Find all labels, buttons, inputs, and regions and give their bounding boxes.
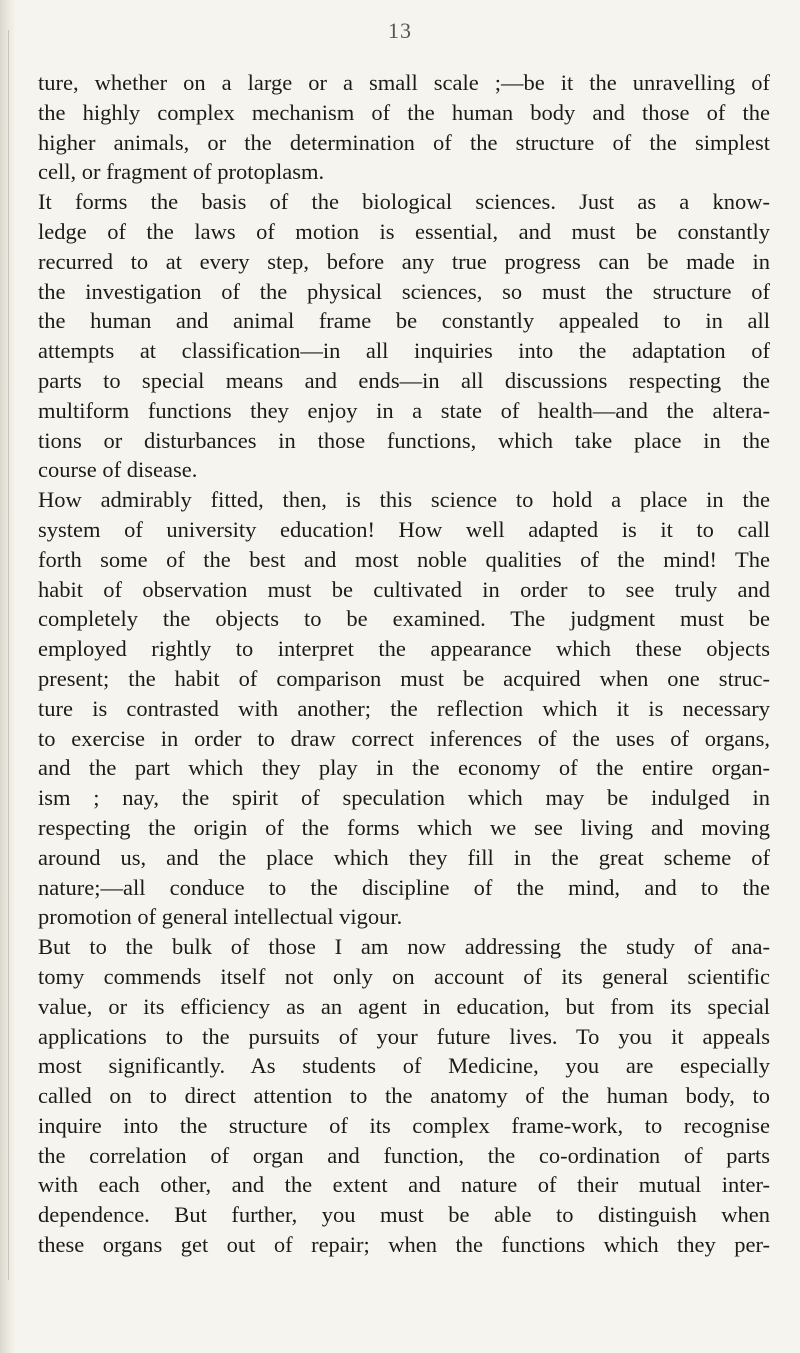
text-line: higher animals, or the determination of the structure of the simplest xyxy=(38,129,770,155)
text-line: tions or disturbances in those functions, which take place in the xyxy=(38,427,770,453)
text-line: these organs get out of repair; when the functions which they per- xyxy=(38,1232,770,1258)
text-line: applications to the pursuits of your future lives. To you it appeals xyxy=(38,1023,770,1049)
text-line: How admirably fitted, then, is this science to hold a place in the xyxy=(38,487,770,513)
text-line: multiform functions they enjoy in a state of health—and the altera- xyxy=(38,397,770,423)
text-line: around us, and the place which they fill in the great scheme of xyxy=(38,844,770,870)
text-line: But to the bulk of those I am now addressing the study of ana- xyxy=(38,934,770,960)
text-line: the investigation of the physical sciences, so must the structure of xyxy=(38,278,770,304)
text-line: ledge of the laws of motion is essential, and must be constantly xyxy=(38,218,770,244)
text-line: forth some of the best and most noble qualities of the mind! The xyxy=(38,546,770,572)
text-line: course of disease. xyxy=(38,457,198,483)
text-line: ture is contrasted with another; the reflection which it is necessary xyxy=(38,695,770,721)
text-line: completely the objects to be examined. The judgment must be xyxy=(38,606,770,632)
text-line: parts to special means and ends—in all discussions respecting the xyxy=(38,367,770,393)
text-line: promotion of general intellectual vigour. xyxy=(38,904,403,930)
text-line: and the part which they play in the economy of the entire organ- xyxy=(38,755,770,781)
text-line: present; the habit of comparison must be acquired when one struc- xyxy=(38,665,770,691)
text-line: the correlation of organ and function, the co-ordination of parts xyxy=(38,1142,770,1168)
text-line: value, or its efficiency as an agent in education, but from its special xyxy=(38,993,770,1019)
body-text xyxy=(38,68,770,1260)
page-number: 13 xyxy=(388,18,412,43)
text-line: respecting the origin of the forms which we see living and moving xyxy=(38,814,770,840)
text-line: most significantly. As students of Medicine, you are especially xyxy=(38,1053,770,1079)
text-line: It forms the basis of the biological sciences. Just as a know- xyxy=(38,189,770,215)
text-line: cell, or fragment of protoplasm. xyxy=(38,159,325,185)
text-line: recurred to at every step, before any true progress can be made in xyxy=(38,248,770,274)
text-line: employed rightly to interpret the appearance which these objects xyxy=(38,636,770,662)
text-line: the highly complex mechanism of the human body and those of the xyxy=(38,99,770,125)
text-line: habit of observation must be cultivated in order to see truly and xyxy=(38,576,770,602)
text-line: system of university education! How well adapted is it to call xyxy=(38,516,770,542)
text-line: the human and animal frame be constantly appealed to in all xyxy=(38,308,770,334)
text-line: with each other, and the extent and nature of their mutual inter- xyxy=(38,1172,770,1198)
text-line: to exercise in order to draw correct inferences of the uses of organs, xyxy=(38,725,770,751)
text-line: nature;—all conduce to the discipline of the mind, and to the xyxy=(38,874,770,900)
text-line: ism ; nay, the spirit of speculation which may be indulged in xyxy=(38,785,770,811)
text-line: attempts at classification—in all inquiries into the adaptation of xyxy=(38,338,770,364)
text-line: ture, whether on a large or a small scale ;—be it the unravelling of xyxy=(38,70,770,95)
text-line: tomy commends itself not only on account of its general scientific xyxy=(38,963,770,989)
text-line: called on to direct attention to the anatomy of the human body, to xyxy=(38,1083,770,1109)
page-binding-edge xyxy=(0,0,16,1353)
text-line: inquire into the structure of its complex frame-work, to recognise xyxy=(38,1112,770,1138)
text-line: dependence. But further, you must be able to distinguish when xyxy=(38,1202,770,1228)
